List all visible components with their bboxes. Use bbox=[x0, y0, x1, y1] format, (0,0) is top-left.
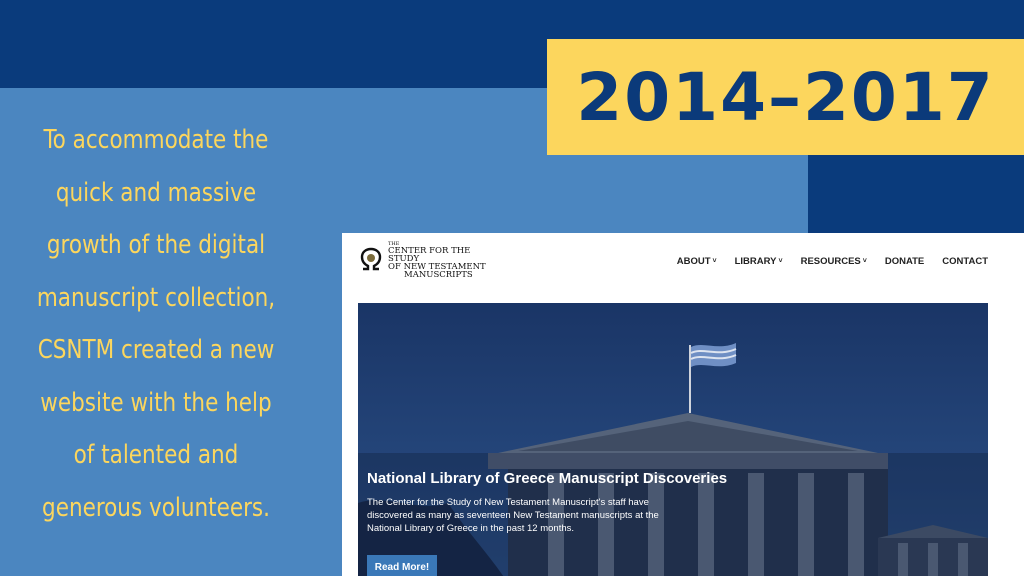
chevron-down-icon: ˅ bbox=[778, 258, 783, 265]
nav-donate[interactable]: DONATE bbox=[884, 256, 925, 267]
nav-resources[interactable]: RESOURCES ˅ bbox=[800, 256, 867, 267]
chevron-down-icon: ˅ bbox=[862, 258, 867, 265]
hero-banner bbox=[358, 303, 988, 576]
nav-about[interactable]: ABOUT ˅ bbox=[676, 256, 717, 267]
logo-line-3: OF NEW TESTAMENT bbox=[388, 262, 486, 272]
logo-line-2: CENTER FOR THE STUDY bbox=[388, 246, 471, 264]
site-logo[interactable] bbox=[360, 241, 500, 279]
hero-title: National Library of Greece Manuscript Discoveries bbox=[367, 470, 728, 487]
year-range: 2014–2017 bbox=[576, 58, 995, 136]
website-screenshot bbox=[342, 233, 1024, 576]
hero-description: The Center for the Study of New Testament Manuscript's staff have discovered as many as seventeen New Testament manuscripts at the National Library of Greece in the past 12 months. bbox=[367, 497, 659, 534]
omega-logo-icon bbox=[360, 247, 382, 273]
library-building-image bbox=[358, 303, 988, 576]
logo-line-4: MANUSCRIPTS bbox=[404, 270, 473, 280]
year-banner bbox=[547, 39, 1024, 155]
slide-caption: To accommodate the quick and massive growth of the digital manuscript collection, CSNTM created a new website with the help of talented and generous volunteers. bbox=[36, 125, 276, 523]
site-nav bbox=[659, 256, 988, 267]
chevron-down-icon: ˅ bbox=[712, 258, 717, 265]
read-more-button[interactable]: Read More! bbox=[367, 555, 437, 576]
nav-library[interactable]: LIBRARY ˅ bbox=[734, 256, 783, 267]
logo-line-1: THE bbox=[388, 241, 400, 247]
nav-contact[interactable]: CONTACT bbox=[942, 256, 988, 267]
